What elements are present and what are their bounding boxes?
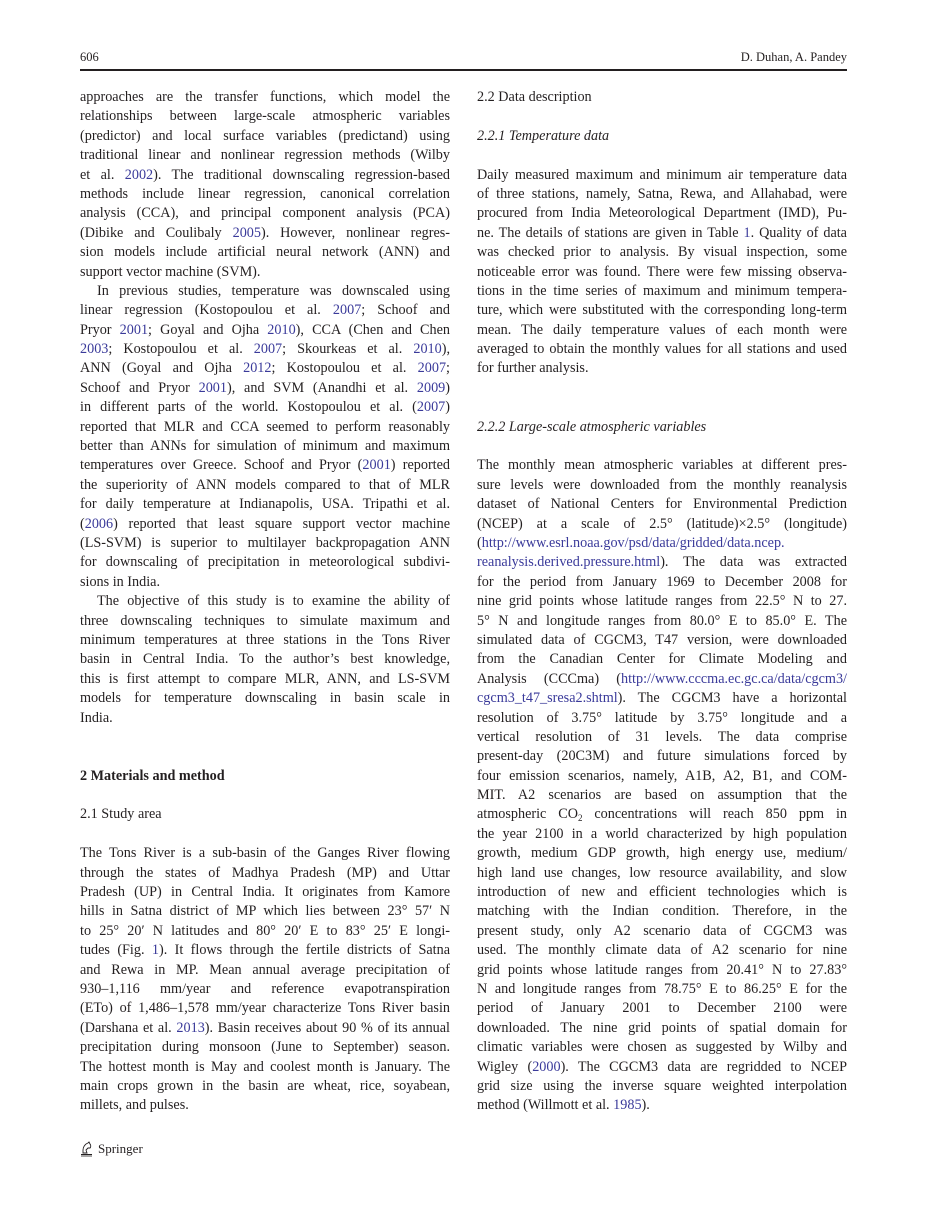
text-run: simulated data of CGCM3, T47 version, were downloaded [477, 631, 847, 648]
text-run: ). However, nonlinear regres- [260, 224, 450, 241]
publisher-name: Springer [98, 1141, 143, 1156]
text-run: methods include linear regression, canonical correlation [80, 185, 450, 202]
text-run: noticeable error was found. There were few missing observa- [477, 263, 847, 280]
text-line [80, 88, 450, 107]
citation-link[interactable]: 2002 [124, 166, 154, 183]
text-run: et al. [80, 166, 125, 183]
text-run: 930–1,116 mm/year and reference evapotranspiration [80, 980, 450, 997]
text-line [477, 825, 847, 844]
spacer [477, 379, 847, 418]
text-line [80, 844, 450, 863]
text-run: vertical resolution of 31 levels. The data comprise [477, 728, 847, 745]
text-run: ANN (Goyal and Ojha [80, 360, 244, 377]
text-run: ( [477, 535, 482, 551]
text-line [477, 670, 847, 689]
text-line [80, 243, 450, 262]
text-run: temperatures over Greece. Schoof and Pryor ( [80, 457, 363, 474]
text-run: (ETo) of 1,486–1,578 mm/year characterize Tons River basin [80, 1000, 450, 1017]
text-run: introduction of new and efficient technologies which is [477, 884, 847, 901]
citation-link[interactable]: 2012 [243, 360, 272, 377]
text-line [477, 1096, 847, 1115]
text-line [477, 321, 847, 340]
text-line [477, 359, 847, 378]
text-run: to 25° 20′ N latitudes and 80° 20′ E to 83° 25′ E longi- [80, 922, 450, 939]
subsubsection-heading-atmospheric-variables: 2.2.2 Large-scale atmospheric variables [477, 418, 707, 435]
text-line [80, 515, 450, 534]
paragraph-previous-studies [80, 282, 450, 592]
text-line [477, 263, 847, 282]
text-run: for daily temperature at Indianapolis, USA. Tripathi et al. [80, 496, 450, 513]
citation-link[interactable]: 2006 [84, 515, 114, 532]
paragraph-study-area [80, 844, 450, 1115]
text-run: high land use changes, low resource availability, and slow [477, 864, 847, 881]
text-line [477, 1038, 847, 1057]
text-line [477, 883, 847, 902]
text-line [80, 437, 450, 456]
url-link[interactable]: http://www.cccma.ec.gc.ca/data/cgcm3/ [621, 670, 847, 687]
text-run: and Rewa in MP. Mean annual average precipitation of [80, 961, 450, 978]
page-header [80, 50, 847, 70]
text-line [80, 902, 450, 921]
text-run: concentrations will reach 850 ppm in [582, 806, 847, 823]
text-line [80, 379, 450, 398]
text-run: was checked prior to analysis. By visual inspection, some [477, 244, 847, 261]
text-line [80, 476, 450, 495]
text-run: ). Basin receives about 90 % of its annual [204, 1019, 451, 1036]
text-line [477, 340, 847, 359]
text-run: ; Schoof and [361, 302, 450, 319]
text-run: dataset of National Centers for Environmental Prediction [477, 496, 847, 513]
text-line [477, 786, 847, 805]
text-run: relationships between large-scale atmospheric variables [80, 108, 450, 125]
text-line [477, 495, 847, 514]
text-run: ). The CGCM3 data are regridded to NCEP [560, 1058, 847, 1075]
text-run: ) [445, 399, 450, 416]
citation-link[interactable]: 2010 [413, 341, 442, 358]
page-number: 606 [80, 50, 99, 64]
paragraph-transfer-functions [80, 88, 450, 282]
text-line [477, 612, 847, 631]
text-line [477, 204, 847, 223]
text-run: reported that MLR and CCA seemed to perform reasonably [80, 418, 450, 435]
text-run: support vector machine (SVM). [80, 263, 261, 280]
text-run: tions in the time series of maximum and minimum tempera- [477, 282, 847, 299]
text-run: (Darshana et al. [80, 1019, 177, 1036]
citation-link[interactable]: 2010 [267, 321, 296, 338]
spacer [80, 786, 450, 805]
citation-link[interactable]: 1 [743, 224, 751, 241]
text-line [477, 902, 847, 921]
text-line [80, 670, 450, 689]
text-run: Analysis (CCCma) ( [477, 670, 622, 687]
text-run: present study, only A2 scenario data of CGCM3 was [477, 922, 847, 939]
text-line [477, 961, 847, 980]
text-line [477, 282, 847, 301]
text-line [80, 864, 450, 883]
header-rule [80, 69, 847, 71]
text-line [477, 922, 847, 941]
text-run: atmospheric CO [477, 806, 578, 823]
text-run: nine grid points whose latitude ranges from 22.5° N to 27. [477, 593, 847, 610]
text-line [477, 767, 847, 786]
text-run: ; Skourkeas et al. [282, 341, 414, 358]
text-line [80, 883, 450, 902]
url-link[interactable]: http://www.esrl.noaa.gov/psd/data/gridded/data.ncep. [481, 535, 785, 551]
text-run: ), [441, 341, 450, 358]
text-run: for the period from January 1969 to December 2008 for [477, 573, 847, 590]
spacer [80, 825, 450, 844]
citation-link[interactable]: 2013 [176, 1019, 205, 1036]
citation-link[interactable]: 2007 [417, 360, 447, 377]
text-line [80, 1019, 450, 1038]
citation-link[interactable]: 2001 [362, 457, 391, 474]
text-line [80, 495, 450, 514]
text-run: ne. The details of stations are given in Table [477, 224, 744, 241]
text-line [477, 185, 847, 204]
text-line [80, 631, 450, 650]
text-run: ture, which were substituted with the corresponding long-term [477, 302, 847, 319]
text-line [477, 166, 847, 185]
text-run: ). The traditional downscaling regression-based [153, 166, 450, 183]
citation-link[interactable]: 2003 [80, 341, 109, 358]
citation-link[interactable]: 1 [151, 942, 159, 959]
paragraph-objective [80, 592, 450, 728]
running-head-authors: D. Duhan, A. Pandey [740, 50, 847, 64]
text-run: basin in Central India. To the author’s best knowledge, [80, 651, 450, 668]
text-line [80, 534, 450, 553]
section-heading-materials: 2 Materials and method [80, 767, 225, 784]
text-line [477, 1077, 847, 1096]
text-run: main crops grown in the basin are wheat, rice, soyabean, [80, 1077, 450, 1094]
text-run: (LS-SVM) is superior to multilayer backpropagation ANN [80, 534, 450, 551]
spacer [80, 728, 450, 767]
text-run: of three stations, namely, Satna, Rewa, and Allahabad, were [477, 185, 847, 202]
subsection-heading-data-description: 2.2 Data description [477, 89, 592, 105]
text-run: The objective of this study is to examine the ability of [97, 593, 450, 610]
text-run: approaches are the transfer functions, which model the [80, 89, 450, 105]
text-line [477, 689, 847, 708]
text-run: N and longitude ranges from 78.75° E to 86.25° E for the [477, 980, 847, 997]
citation-link[interactable]: 2007 [332, 302, 362, 319]
text-run: models for temperature downscaling in basin scale in [80, 690, 450, 707]
citation-link[interactable]: 2007 [253, 341, 283, 358]
text-line [80, 282, 450, 301]
text-run: linear regression (Kostopoulou et al. [80, 302, 333, 319]
text-run: for downscaling of precipitation in meteorological subdivi- [80, 554, 450, 571]
text-run: in different parts of the world. Kostopoulou et al. ( [80, 399, 417, 416]
text-run: method (Willmott et al. [477, 1097, 614, 1114]
text-run: Schoof and Pryor [80, 379, 199, 396]
text-line [80, 263, 450, 282]
text-run: millets, and pulses. [80, 1097, 189, 1114]
text-run: averaged to obtain the monthly values for all stations and used [477, 341, 847, 358]
text-run: used. The monthly climate data of A2 scenario for nine [477, 942, 847, 959]
text-line [80, 224, 450, 243]
text-run: Pryor [80, 321, 120, 338]
right-column [477, 88, 847, 1116]
text-run: Daily measured maximum and minimum air temperature data [477, 166, 847, 183]
text-run: procured from India Meteorological Department (IMD), Pu- [477, 205, 847, 222]
text-line [80, 456, 450, 475]
text-run: for further analysis. [477, 360, 589, 377]
text-line [477, 592, 847, 611]
text-line [477, 805, 847, 824]
text-line [477, 747, 847, 766]
text-line [80, 166, 450, 185]
text-run: the year 2100 in a world characterized by high population [477, 825, 847, 842]
text-run: resolution of 3.75° latitude by 3.75° longitude and a [477, 709, 847, 726]
text-run: traditional linear and nonlinear regression methods (Wilby [80, 147, 450, 164]
text-line [477, 709, 847, 728]
text-line [477, 534, 847, 553]
text-run: sure levels were downloaded from the monthly reanalysis [477, 476, 847, 493]
text-line [80, 553, 450, 572]
text-run: present-day (20C3M) and future simulations forced by [477, 748, 847, 765]
url-link[interactable]: cgcm3_t47_sresa2.shtml [477, 690, 618, 707]
text-line [80, 418, 450, 437]
text-run: ), and SVM (Anandhi et al. [226, 379, 417, 396]
spacer [477, 146, 847, 165]
text-run: In previous studies, temperature was downscaled using [97, 282, 450, 299]
text-run: ; Kostopoulou et al. [271, 360, 418, 377]
text-run: sion models include artificial neural network (ANN) and [80, 244, 450, 261]
text-run: ). The data was extracted [660, 554, 847, 571]
text-line [80, 612, 450, 631]
text-run: analysis (CCA), and principal component analysis (PCA) [80, 205, 450, 222]
text-run: through the states of Madhya Pradesh (MP) and Uttar [80, 864, 450, 881]
text-run: grid size using the inverse square weighted interpolation [477, 1077, 847, 1094]
text-line [80, 204, 450, 223]
text-run: . Quality of data [750, 224, 847, 241]
text-run: India. [80, 709, 113, 726]
text-line [80, 321, 450, 340]
page-footer [80, 1141, 143, 1157]
spacer [477, 437, 847, 456]
text-run: the superiority of ANN models compared to that of MLR [80, 476, 450, 493]
text-run: four emission scenarios, namely, A1B, A2, B1, and COM- [477, 767, 847, 784]
text-run: mean. The daily temperature values of each month were [477, 321, 847, 338]
text-run: ), CCA (Chen and Chen [295, 321, 450, 338]
text-run: three downscaling techniques to simulate maximum and [80, 612, 450, 629]
text-line [80, 999, 450, 1018]
text-line [80, 1058, 450, 1077]
text-run: this is first attempt to compare MLR, ANN, and LS-SVM [80, 670, 450, 687]
text-line [477, 224, 847, 243]
text-run: (NCEP) at a scale of 2.5° (latitude)×2.5° (longitude) [477, 515, 847, 532]
text-line [80, 689, 450, 708]
text-line [477, 864, 847, 883]
text-run: downloaded. The nine grid points of spatial domain for [477, 1019, 847, 1036]
text-line [80, 1077, 450, 1096]
text-run: minimum temperatures at three stations in the Tons River [80, 631, 450, 648]
text-line [80, 961, 450, 980]
text-line [80, 922, 450, 941]
text-line [477, 476, 847, 495]
citation-link[interactable]: 2005 [232, 224, 261, 241]
text-line [80, 359, 450, 378]
subsubsection-heading-temperature-data: 2.2.1 Temperature data [477, 127, 610, 144]
text-run: (Dibike and Coulibaly [80, 224, 233, 241]
text-line [477, 1019, 847, 1038]
citation-link[interactable]: 2007 [416, 399, 446, 416]
citation-link[interactable]: 2000 [532, 1058, 561, 1075]
url-link[interactable]: reanalysis.derived.pressure.html [477, 554, 661, 571]
text-line [477, 553, 847, 572]
text-line [80, 1096, 450, 1115]
text-run: ( [80, 515, 85, 532]
text-run: ; Kostopoulou et al. [108, 341, 254, 358]
subsection-heading-study-area: 2.1 Study area [80, 806, 162, 823]
text-run: ). It flows through the fertile districts of Satna [158, 942, 450, 959]
text-line [477, 515, 847, 534]
text-line [477, 844, 847, 863]
text-line [477, 1058, 847, 1077]
text-run: tudes (Fig. [80, 942, 152, 959]
text-run: The monthly mean atmospheric variables at different pres- [477, 457, 847, 474]
text-run: Wigley ( [477, 1058, 533, 1075]
text-line [477, 728, 847, 747]
text-run: growth, medium GDP growth, high energy use, medium/ [477, 845, 847, 862]
text-line [80, 107, 450, 126]
text-line [477, 980, 847, 999]
text-run: from the Canadian Center for Climate Modeling and [477, 651, 847, 668]
text-line [477, 301, 847, 320]
text-run: matching with the Indian condition. Therefore, in the [477, 903, 847, 920]
citation-link[interactable]: 2001 [198, 379, 227, 396]
text-line [80, 127, 450, 146]
text-line [477, 941, 847, 960]
text-run: ). The CGCM3 have a horizontal [617, 690, 847, 707]
spacer [477, 107, 847, 126]
text-line [477, 456, 847, 475]
citation-link[interactable]: 2001 [119, 321, 149, 338]
text-run: ) [445, 379, 450, 396]
text-run: grid points whose latitude ranges from 20.41° N to 27.83° [477, 961, 847, 978]
text-run: ) reported that least square support vector machine [113, 515, 450, 532]
subscript: 2 [577, 813, 583, 824]
text-run: sions in India. [80, 573, 160, 590]
paragraph-temperature-data [477, 166, 847, 379]
text-run: hills in Satna district of MP which lies between 23° 57′ N [80, 903, 450, 920]
text-line [80, 709, 450, 728]
text-run: The hottest month is May and coolest month is January. The [80, 1058, 450, 1075]
text-line [80, 398, 450, 417]
text-line [80, 573, 450, 592]
text-run: ) reported [390, 457, 451, 474]
citation-link[interactable]: 1985 [613, 1097, 642, 1114]
text-line [477, 631, 847, 650]
left-column [80, 88, 450, 1116]
citation-link[interactable]: 2009 [416, 379, 446, 396]
text-line [80, 146, 450, 165]
text-run: MIT. A2 scenarios are based on assumption that the [477, 787, 847, 804]
text-line [80, 592, 450, 611]
text-run: The Tons River is a sub-basin of the Ganges River flowing [80, 845, 450, 862]
text-line [80, 650, 450, 669]
paragraph-atmospheric-variables [477, 456, 847, 1115]
text-run: 5° N and longitude ranges from 80.0° E to 85.0° E. The [477, 612, 847, 629]
text-line [80, 185, 450, 204]
text-run: ; [446, 360, 450, 377]
text-run: (predictor) and local surface variables (predictand) using [80, 127, 450, 144]
text-line [477, 650, 847, 669]
text-line [80, 340, 450, 359]
text-line [80, 301, 450, 320]
text-line [477, 573, 847, 592]
text-line [477, 999, 847, 1018]
text-run: Pradesh (UP) in Central India. It originates from Kamore [80, 884, 450, 901]
springer-knight-icon [80, 1141, 94, 1157]
text-line [477, 243, 847, 262]
text-run: period of January 2001 to December 2100 were [477, 1000, 847, 1017]
text-run: climatic variables were chosen as suggested by Wilby and [477, 1039, 847, 1056]
text-run: ). [641, 1097, 650, 1114]
text-run: ; Goyal and Ojha [148, 321, 268, 338]
text-run: better than ANNs for simulation of minimum and maximum [80, 438, 450, 455]
text-line [80, 1038, 450, 1057]
text-line [80, 980, 450, 999]
text-run: precipitation during monsoon (June to September) season. [80, 1039, 450, 1056]
text-line [80, 941, 450, 960]
